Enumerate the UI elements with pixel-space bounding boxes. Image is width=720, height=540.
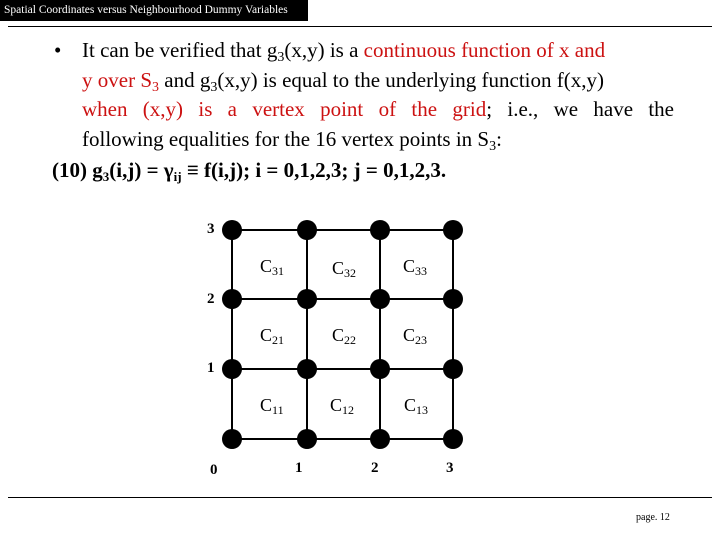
cell-letter: C [403,256,416,276]
subscript: 3 [102,169,110,184]
cell-label-13 [404,395,428,416]
cell-label-22 [332,325,356,346]
subscript: 3 [152,79,159,95]
equation-text: (i,j) = γ [109,158,174,182]
cell-label-23 [403,325,427,346]
vertex-point [370,429,390,449]
text-run: It can be verified that g [82,38,278,62]
cell-subscript: 31 [272,264,285,278]
vertex-point [370,359,390,379]
grid-line [232,438,454,440]
subscript: 3 [489,138,497,154]
cell-subscript: 13 [416,403,429,417]
y-axis-label: 3 [207,221,215,237]
grid-line [231,229,233,440]
highlight-text: when (x,y) is a vertex point of the grid [82,97,487,121]
vertex-point [443,220,463,240]
cell-subscript: 22 [344,333,357,347]
grid-line [306,229,308,440]
text-run: (x,y) is a [284,38,364,62]
subscript: 3 [277,50,285,65]
text-run: : [496,126,502,151]
cell-label-33 [403,256,427,277]
cell-subscript: 11 [272,403,284,417]
highlight-text: continuous function of x and [363,38,606,62]
highlight-text: y over S [82,67,152,92]
vertex-point [370,220,390,240]
text-run: following equalities for the 16 vertex points in S [82,126,490,151]
cell-letter: C [260,256,273,276]
equation-text: (10) g [52,158,103,182]
vertex-point [443,289,463,309]
cell-subscript: 12 [342,403,355,417]
x-axis-label: 0 [210,462,218,478]
vertex-point [443,429,463,449]
vertex-point [443,359,463,379]
y-axis-label: 2 [207,291,215,307]
cell-label-32 [332,258,356,279]
subscript: ij [173,169,182,184]
x-axis-label: 3 [446,460,454,476]
cell-letter: C [403,325,416,345]
vertex-point [222,429,242,449]
cell-subscript: 33 [415,264,428,278]
bottom-rule [8,497,712,498]
grid-line [379,229,381,440]
cell-subscript: 32 [344,266,357,280]
vertex-point [297,220,317,240]
grid-line [232,229,454,231]
cell-letter: C [332,325,345,345]
vertex-point [370,289,390,309]
page-number: page. 12 [636,512,670,523]
cell-label-31 [260,256,284,277]
vertex-point [222,359,242,379]
cell-subscript: 21 [272,333,285,347]
cell-letter: C [404,395,417,415]
cell-letter: C [260,395,273,415]
text-run: and g [159,67,211,92]
y-axis-label: 1 [207,360,215,376]
vertex-point [297,429,317,449]
bullet-marker: • [54,38,62,62]
vertex-point [297,289,317,309]
x-axis-label: 1 [295,460,303,476]
grid-line [232,298,454,300]
cell-letter: C [330,395,343,415]
cell-label-12 [330,395,354,416]
text-run: (x,y) is equal to the underlying function f(x,y) [217,67,604,92]
grid-line [452,229,454,440]
slide-header-title: Spatial Coordinates versus Neighbourhood Dummy Variables [4,4,288,16]
cell-letter: C [260,325,273,345]
grid-line [232,368,454,370]
vertex-point [222,220,242,240]
cell-subscript: 23 [415,333,428,347]
text-run: ; i.e., we have the [486,97,674,121]
subscript: 3 [210,79,218,95]
cell-label-21 [260,325,284,346]
vertex-point [222,289,242,309]
vertex-point [297,359,317,379]
cell-letter: C [332,258,345,278]
cell-label-11 [260,395,284,416]
x-axis-label: 2 [371,460,379,476]
equation-text: ≡ f(i,j); i = 0,1,2,3; j = 0,1,2,3. [181,158,447,182]
